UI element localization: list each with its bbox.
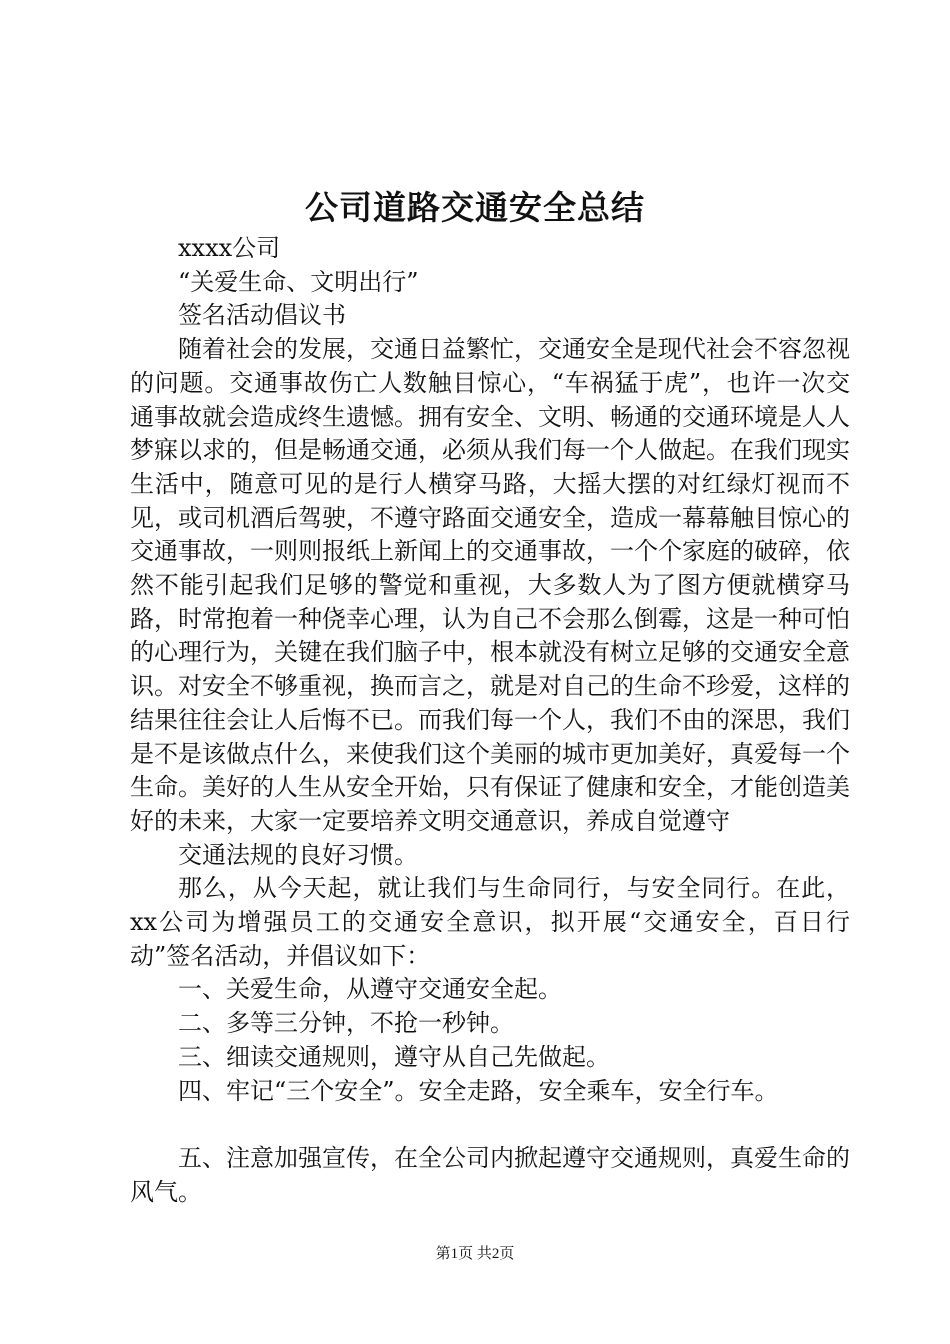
- proposal-heading: 签名活动倡议书: [178, 301, 346, 330]
- body-paragraph-initiative: 那么，从今天起，就让我们与生命同行，与安全同行。在此，xx公司为增强员工的交通安全意识，拟开展“交通安全，百日行动”签名活动，并倡议如下：: [130, 874, 850, 970]
- document-title: 公司道路交通安全总结: [305, 188, 645, 227]
- proposal-item-5: 五、注意加强宣传，在全公司内掀起遵守交通规则，真爱生命的风气。: [130, 1144, 850, 1206]
- slogan-line: “关爱生命、文明出行”: [178, 267, 419, 296]
- proposal-item-3: 三、细读交通规则，遵守从自己先做起。: [178, 1042, 610, 1071]
- proposal-item-2: 二、多等三分钟，不抢一秒钟。: [178, 1009, 514, 1038]
- document-body: [130, 232, 850, 1210]
- proposal-item-1: 一、关爱生命，从遵守交通安全起。: [178, 975, 562, 1004]
- body-paragraph-habit: 交通法规的良好习惯。: [178, 840, 418, 869]
- company-line: xxxx公司: [178, 234, 281, 262]
- page-number-footer: 第1页 共2页: [435, 1246, 515, 1262]
- body-paragraph-main: 随着社会的发展，交通日益繁忙，交通安全是现代社会不容忽视的问题。交通事故伤亡人数触目惊心，“车祸猛于虎”，也许一次交通事故就会造成终生遗憾。拥有安全、文明、畅通的交通环境是人人梦寐以求的，但是畅通交通，必须从我们每一个人做起。在我们现实生活中，随意可见的是行人横穿马路，大摇大摆的对红绿灯视而不见，或司机酒后驾驶，不遵守路面交通安全，造成一幕幕触目惊心的交通事故，一则则报纸上新闻上的交通事故，一个个家庭的破碎，依然不能引起我们足够的警觉和重视，大多数人为了图方便就横穿马路，时常抱着一种侥幸心理，认为自己不会那么倒霉，这是一种可怕的心理行为，关键在我们脑子中，根本就没有树立足够的交通安全意识。对安全不够重视，换而言之，就是对自己的生命不珍爱，这样的结果往往会让人后悔不已。而我们每一个人，我们不由的深思，我们是不是该做点什么，来使我们这个美丽的城市更加美好，真爱每一个生命。美好的人生从安全开始，只有保证了健康和安全，才能创造美好的未来，大家一定要培养文明交通意识，养成自觉遵守: [130, 335, 850, 835]
- proposal-item-4: 四、牢记“三个安全”。安全走路，安全乘车，安全行车。: [178, 1076, 779, 1105]
